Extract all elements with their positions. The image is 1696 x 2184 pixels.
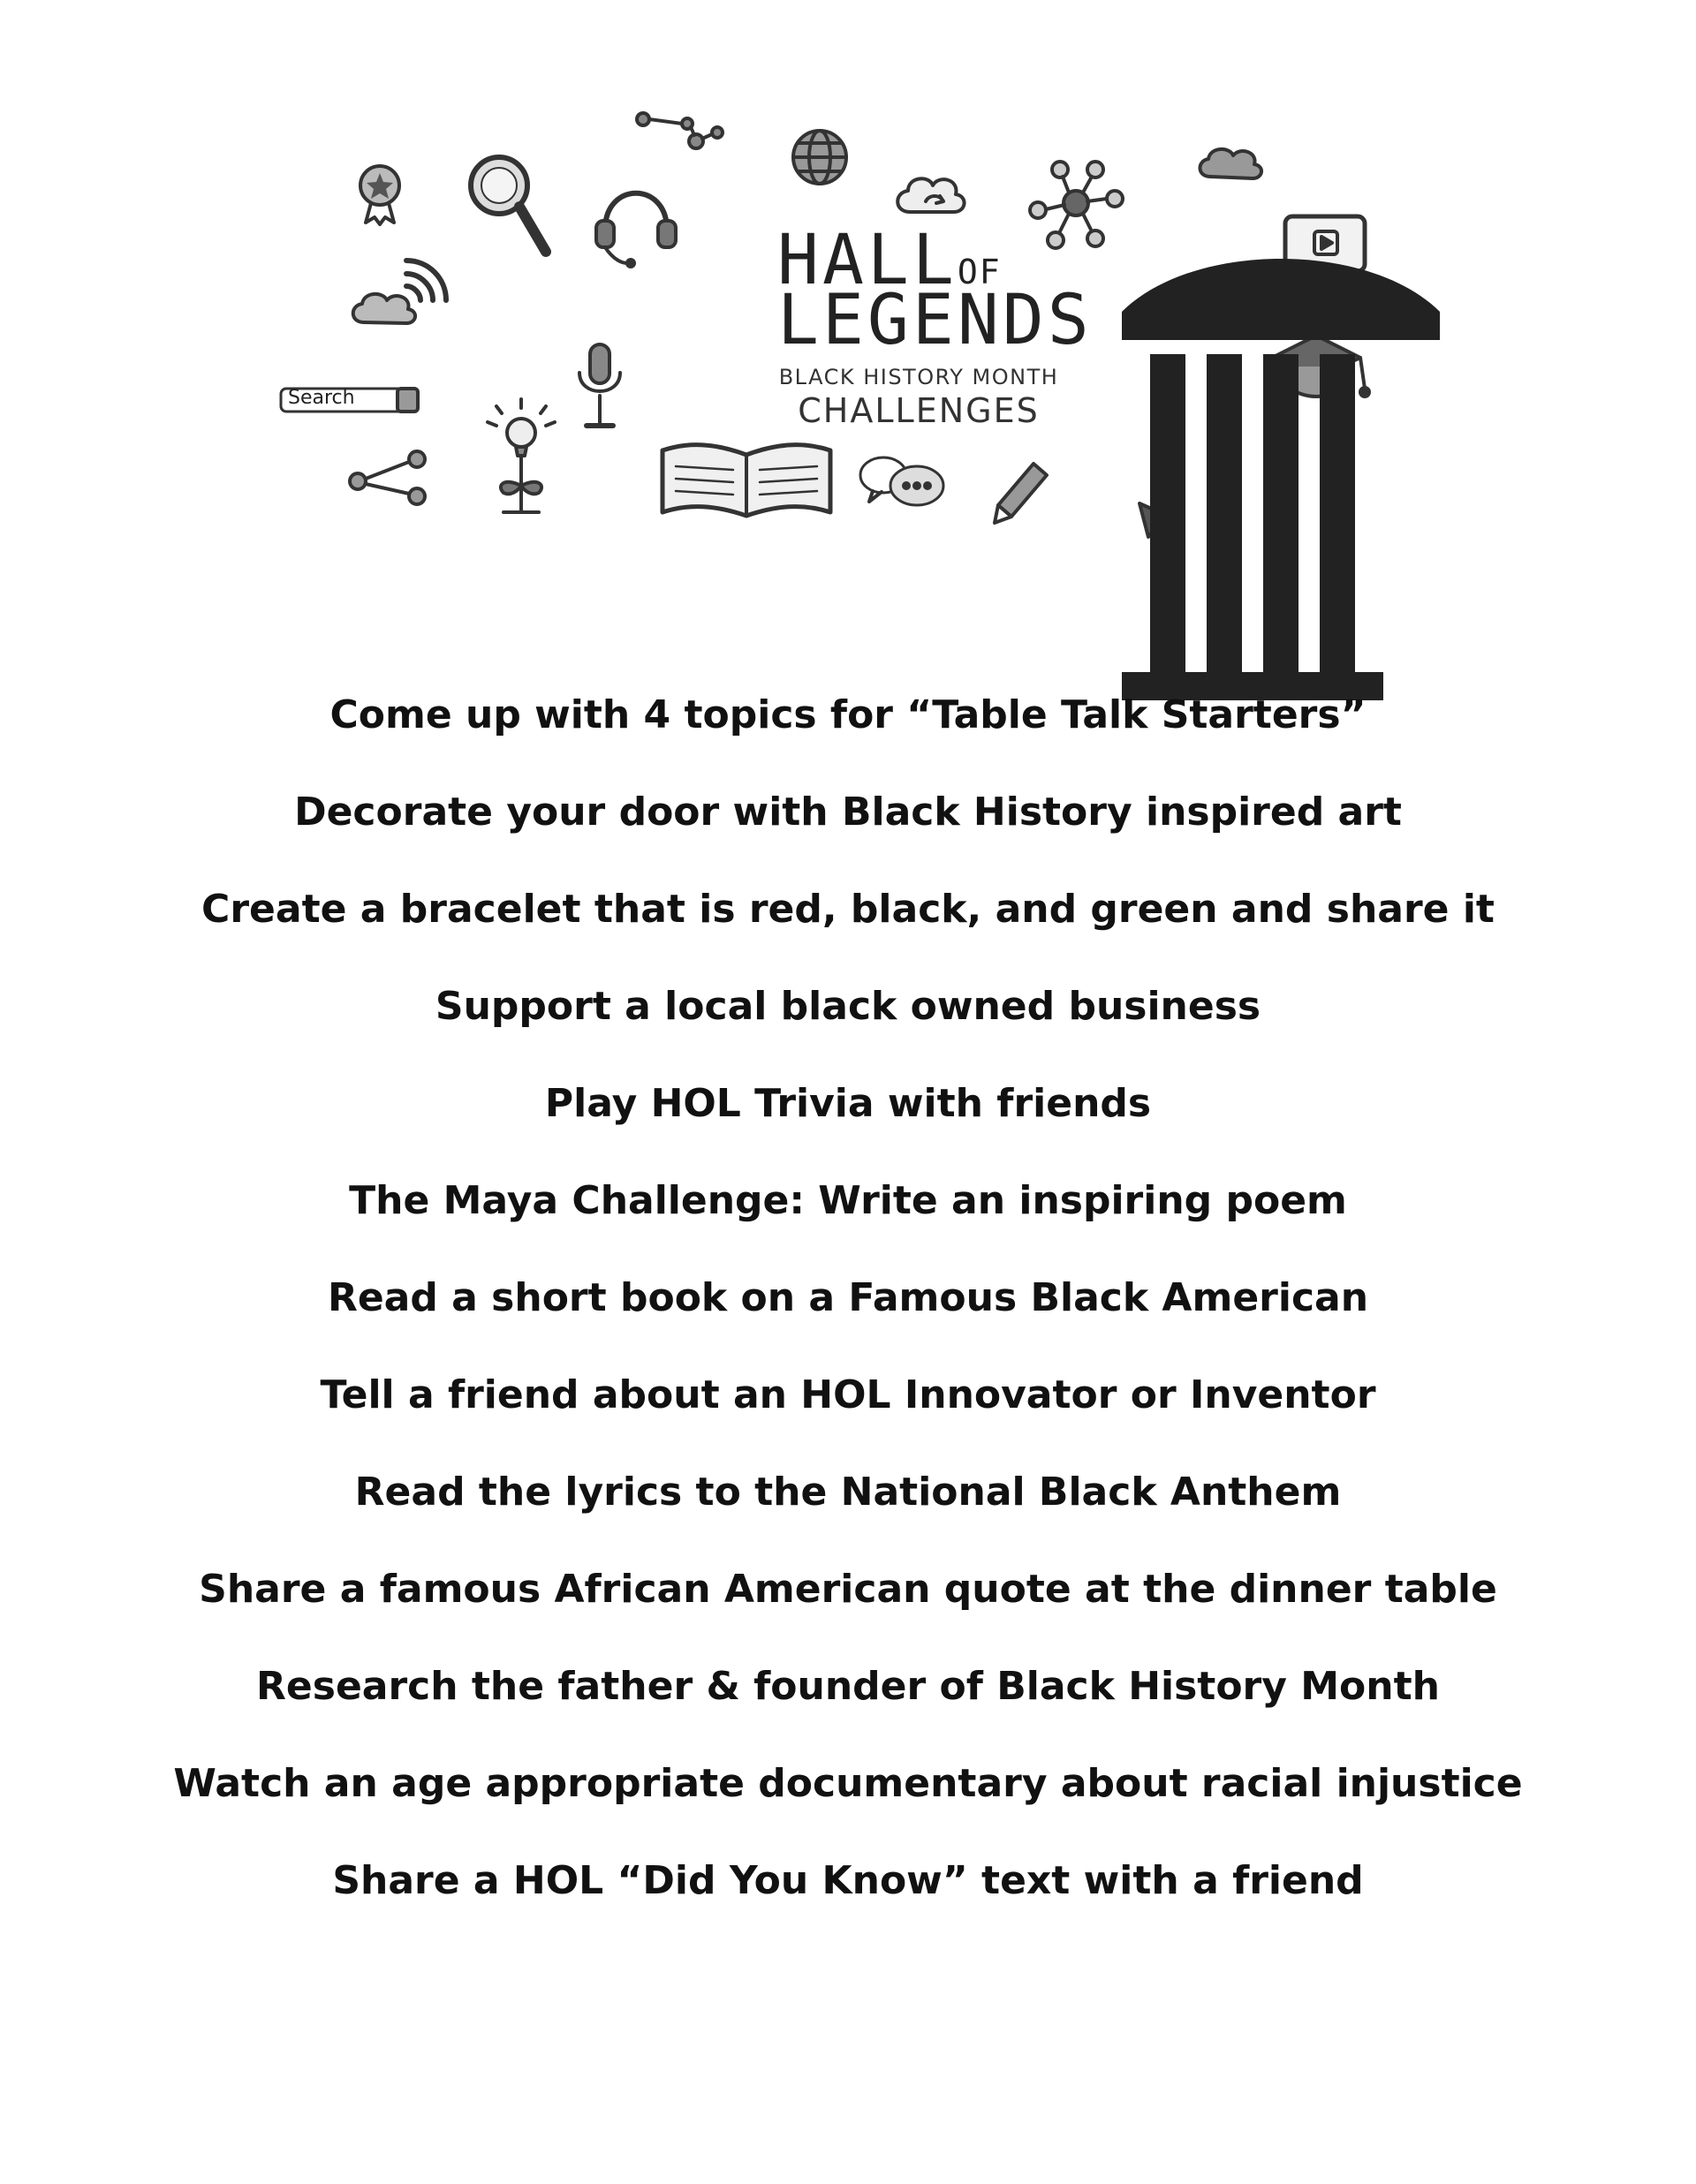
challenge-item: Watch an age appropriate documentary about racial injustice [173,1761,1523,1806]
challenge-item: Research the father & founder of Black History Month [256,1664,1440,1709]
headset-icon [596,193,676,267]
challenge-item: Decorate your door with Black History inspired art [294,790,1402,835]
magnifier-icon [471,157,546,252]
wifi-icon [406,261,446,300]
logo-hall-text: HALL [777,221,958,300]
challenge-item: Tell a friend about an HOL Innovator or Inventor [320,1372,1376,1417]
challenge-item: The Maya Challenge: Write an inspiring poem [349,1178,1347,1223]
header-illustration [265,97,1431,556]
hall-of-legends-logo [698,221,1093,430]
logo-subtitle-challenges: CHALLENGES [798,391,1040,430]
cloud-icon-small [1200,149,1261,178]
challenge-item: Share a famous African American quote at the dinner table [199,1567,1497,1612]
challenge-item: Create a bracelet that is red, black, and green and share it [201,887,1495,932]
share-icon [350,451,425,504]
award-icon [360,166,399,224]
network-icon [637,113,723,148]
challenge-item: Come up with 4 topics for “Table Talk Starters” [329,692,1367,737]
challenge-item: Read a short book on a Famous Black American [327,1275,1369,1320]
logo-of-text: OF [957,253,1002,291]
challenge-item: Support a local black owned business [435,984,1261,1029]
logo-subtitle: BLACK HISTORY MONTH [778,365,1059,389]
lightbulb-icon [488,399,555,512]
challenge-item: Share a HOL “Did You Know” text with a friend [332,1858,1364,1903]
challenge-item: Read the lyrics to the National Black Anthem [354,1470,1342,1515]
search-label: Search [288,387,355,409]
microphone-icon [579,344,620,426]
logo-title-legends: LEGENDS [777,281,1093,360]
globe-icon [793,131,846,184]
cloud-icon [897,178,964,212]
challenge-item: Play HOL Trivia with friends [544,1081,1152,1126]
cloud-icon-left [353,294,415,323]
challenge-list [0,680,1696,1943]
